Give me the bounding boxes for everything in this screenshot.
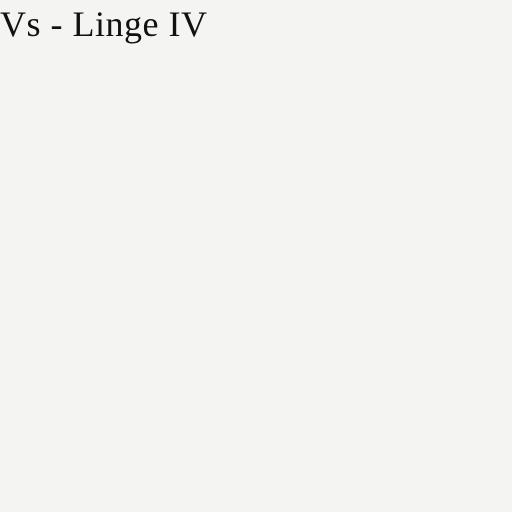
text-line <box>0 206 270 220</box>
document-title: Vs - Linge IV <box>0 4 208 44</box>
text-line <box>0 432 512 446</box>
text-line <box>0 300 512 314</box>
text-line <box>0 498 512 512</box>
header-block <box>0 44 120 108</box>
text-line <box>0 242 245 256</box>
text-line <box>0 261 270 275</box>
header-line <box>0 59 120 74</box>
text-line <box>0 469 512 483</box>
text-line <box>0 150 360 164</box>
text-line <box>0 320 512 334</box>
text-line <box>0 279 110 293</box>
header-line <box>0 74 120 89</box>
text-line <box>0 340 370 354</box>
header-line <box>0 44 120 59</box>
text-line <box>0 362 130 376</box>
text-line <box>0 224 290 238</box>
text-line <box>0 169 100 183</box>
text-line <box>0 451 512 465</box>
text-line <box>0 396 512 410</box>
text-line <box>0 128 360 142</box>
text-line <box>0 414 512 428</box>
